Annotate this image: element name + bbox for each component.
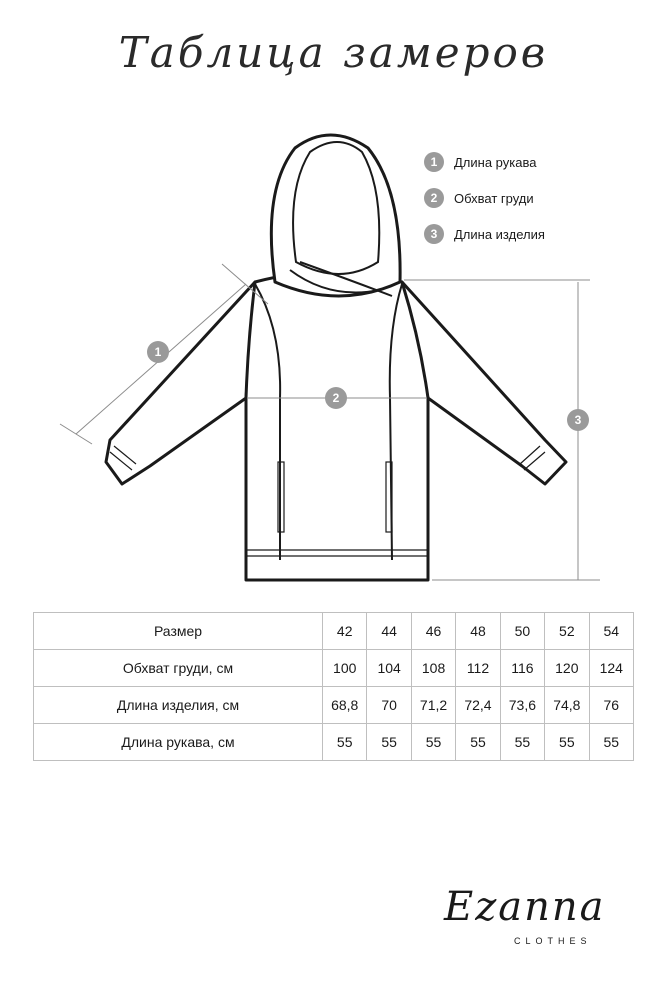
table-cell: 55 xyxy=(545,724,589,761)
row-label: Длина изделия, см xyxy=(34,687,323,724)
page-title: Таблица замеров xyxy=(118,28,549,77)
length-marker: 3 xyxy=(574,413,582,427)
table-cell: 55 xyxy=(589,724,633,761)
table-row xyxy=(34,724,634,761)
legend-number: 1 xyxy=(424,152,444,172)
table-cell: 44 xyxy=(367,613,411,650)
row-label: Длина рукава, см xyxy=(34,724,323,761)
table-cell: 55 xyxy=(367,724,411,761)
table-cell: 120 xyxy=(545,650,589,687)
table-cell: 55 xyxy=(411,724,455,761)
legend-item xyxy=(424,152,545,172)
legend-number: 2 xyxy=(424,188,444,208)
table-cell: 104 xyxy=(367,650,411,687)
table-cell: 68,8 xyxy=(323,687,367,724)
size-table xyxy=(33,612,634,761)
hood-outer xyxy=(271,135,400,296)
table-row xyxy=(34,650,634,687)
table-cell: 48 xyxy=(456,613,500,650)
row-label: Размер xyxy=(34,613,323,650)
measurement-legend xyxy=(424,152,545,260)
left-sleeve xyxy=(106,282,255,484)
table-cell: 112 xyxy=(456,650,500,687)
table-cell: 50 xyxy=(500,613,544,650)
legend-label: Обхват груди xyxy=(454,190,534,206)
legend-item xyxy=(424,224,545,244)
table-cell: 76 xyxy=(589,687,633,724)
table-cell: 73,6 xyxy=(500,687,544,724)
row-label: Обхват груди, см xyxy=(34,650,323,687)
table-cell: 124 xyxy=(589,650,633,687)
table-cell: 55 xyxy=(323,724,367,761)
chest-marker: 2 xyxy=(332,391,340,405)
table-row xyxy=(34,613,634,650)
legend-label: Длина рукава xyxy=(454,154,537,170)
table-cell: 54 xyxy=(589,613,633,650)
legend-number: 3 xyxy=(424,224,444,244)
table-cell: 55 xyxy=(500,724,544,761)
table-cell: 108 xyxy=(411,650,455,687)
legend-item xyxy=(424,188,545,208)
table-cell: 74,8 xyxy=(545,687,589,724)
table-cell: 70 xyxy=(367,687,411,724)
hoodie-body xyxy=(246,272,428,580)
logo-wordmark: Ezanna xyxy=(444,884,606,930)
table-cell: 71,2 xyxy=(411,687,455,724)
legend-label: Длина изделия xyxy=(454,226,545,242)
table-cell: 42 xyxy=(323,613,367,650)
logo-subtitle: CLOTHES xyxy=(514,936,592,946)
table-cell: 46 xyxy=(411,613,455,650)
table-cell: 100 xyxy=(323,650,367,687)
sleeve-marker: 1 xyxy=(154,345,162,359)
table-cell: 55 xyxy=(456,724,500,761)
hoodie-diagram xyxy=(0,110,667,590)
table-cell: 52 xyxy=(545,613,589,650)
table-cell: 72,4 xyxy=(456,687,500,724)
table-row xyxy=(34,687,634,724)
table-cell: 116 xyxy=(500,650,544,687)
brand-logo xyxy=(430,880,640,960)
